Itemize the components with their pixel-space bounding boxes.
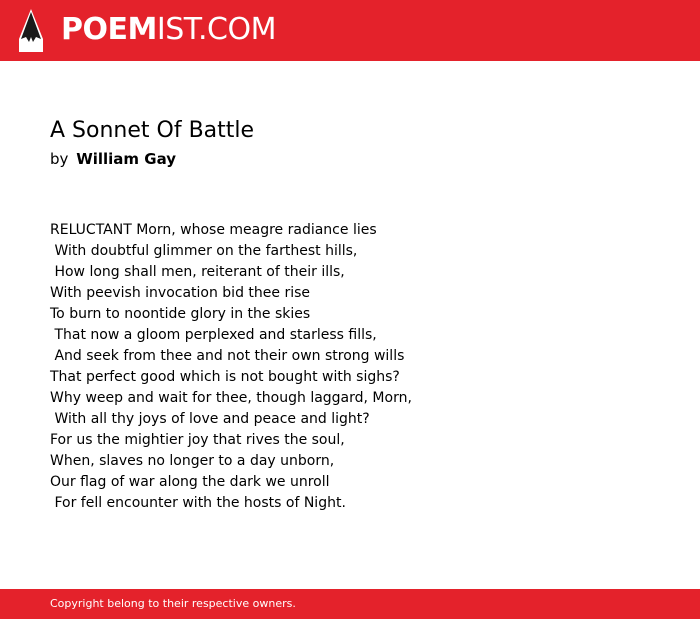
poem-line: Why weep and wait for thee, though laggard, Morn, bbox=[50, 390, 412, 406]
poem-byline bbox=[50, 149, 670, 169]
poem-content bbox=[50, 116, 670, 514]
poem-line: With all thy joys of love and peace and light? bbox=[50, 411, 370, 427]
poem-author: William Gay bbox=[76, 150, 177, 168]
site-footer bbox=[0, 589, 700, 619]
by-label: by bbox=[50, 150, 69, 168]
logo-bold-part: POEM bbox=[61, 12, 157, 47]
poem-line: Our flag of war along the dark we unroll bbox=[50, 474, 330, 490]
copyright-notice: Copyright belong to their respective owners. bbox=[50, 597, 296, 610]
poem-title: A Sonnet Of Battle bbox=[50, 118, 255, 143]
pencil-tip-icon[interactable] bbox=[19, 9, 43, 52]
site-header bbox=[0, 0, 700, 61]
poem-line: And seek from thee and not their own strong wills bbox=[50, 348, 405, 364]
poem-line: How long shall men, reiterant of their ills, bbox=[50, 264, 345, 280]
poem-body bbox=[50, 220, 670, 514]
poem-line: When, slaves no longer to a day unborn, bbox=[50, 453, 335, 469]
poem-line: For us the mightier joy that rives the soul, bbox=[50, 432, 345, 448]
poem-line: With peevish invocation bid thee rise bbox=[50, 285, 311, 301]
poem-line: For fell encounter with the hosts of Night. bbox=[50, 495, 346, 511]
logo-light-part: IST.COM bbox=[156, 12, 276, 47]
poem-line: That perfect good which is not bought with sighs? bbox=[50, 369, 400, 385]
poem-line: To burn to noontide glory in the skies bbox=[50, 306, 311, 322]
poem-line: RELUCTANT Morn, whose meagre radiance lies bbox=[50, 222, 377, 238]
poem-line: With doubtful glimmer on the farthest hills, bbox=[50, 243, 358, 259]
poem-line: That now a gloom perplexed and starless fills, bbox=[50, 327, 377, 343]
site-logo-text[interactable] bbox=[61, 12, 276, 48]
